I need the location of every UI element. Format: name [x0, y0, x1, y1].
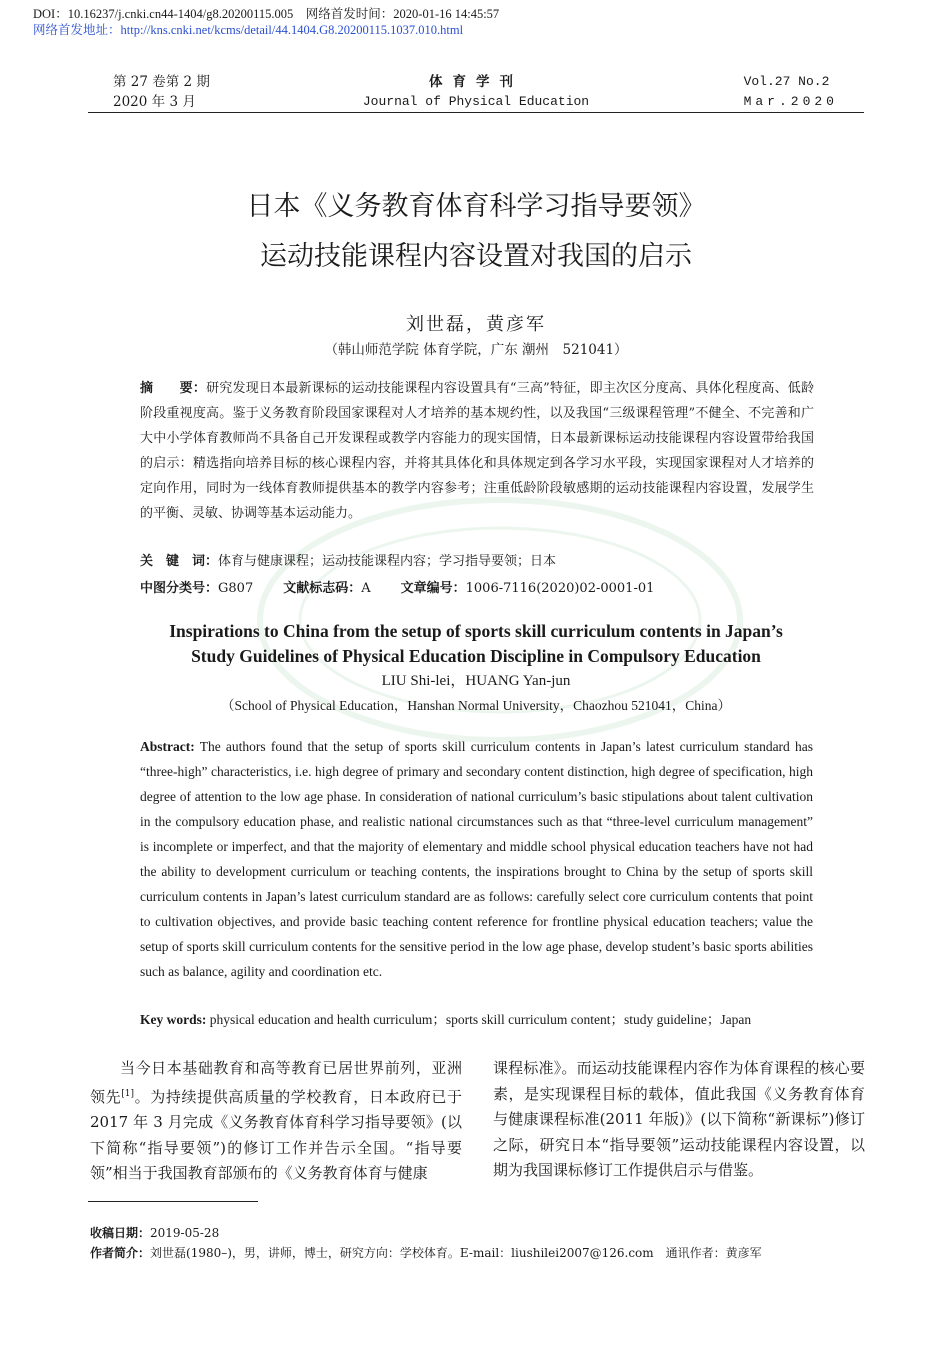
citation-ref[interactable]: [1]: [121, 1088, 134, 1099]
title-line-1: 日本《义务教育体育科学习指导要领》: [246, 191, 706, 222]
abstract-cn-text: 研究发现日本最新课标的运动技能课程内容设置具有“三高”特征，即主次区分度高、具体化程度高、低龄阶段重视度高。鉴于义务教育阶段国家课程对人才培养的基本规约性，以及我国“三级课程管理”不健全、不完善和广大中小学体育教师尚不具备自己开发课程或教学内容能力的现实国情，日本最新课标运动技能课程内容设置带给我国的启示：精选指向培养目标的核心课程内容，并将其具体化和具体规定到各学习水平段，实现国家课程对人才培养的定向作用，同时为一线体育教师提供基本的教学内容参考；注重低龄阶段敏感期的运动技能课程内容设置，发展学生的平衡、灵敏、协调等基本运动能力。: [140, 381, 814, 521]
doc-code-label: 文献标志码：: [283, 581, 362, 596]
authors-en: LIU Shi-lei，HUANG Yan-jun: [381, 673, 571, 689]
classification-line: [140, 577, 654, 596]
affiliation-en: （School of Physical Education，Hanshan Normal University，Chaozhou 521041，China）: [221, 698, 731, 713]
body-column-left: [90, 1056, 462, 1187]
paper-title: [0, 182, 952, 282]
journal-name-cn: 体育学刊: [429, 74, 523, 90]
keywords-en: [140, 1009, 813, 1031]
abstract-en: [140, 734, 813, 984]
footnote-author: [90, 1244, 762, 1261]
doi-line: DOI：10.16237/j.cnki.cn44-1404/g8.20200115.005 网络首发时间：2020-01-16 14:45:57: [33, 7, 500, 21]
abstract-cn: [140, 376, 814, 526]
clc-label: 中图分类号：: [140, 581, 219, 596]
keywords-en-label: Key words:: [140, 1012, 207, 1027]
author-bio-label: 作者简介：: [90, 1246, 151, 1260]
title-en-line-2: Study Guidelines of Physical Education Discipline in Compulsory Education: [191, 646, 761, 666]
author-bio: 刘世磊(1980–)，男，讲师，博士，研究方向：学校体育。E-mail：liushilei2007@126.com 通讯作者：黄彦军: [150, 1246, 762, 1260]
url-link[interactable]: http://kns.cnki.net/kcms/detail/44.1404.G8.20200115.1037.010.html: [120, 23, 464, 37]
body-left-text-a: 当今日本基础教育和高等教育已居世界前列，亚洲领先: [90, 1059, 462, 1106]
paper-title-en: [0, 619, 952, 669]
received-date: 2019-05-28: [150, 1226, 220, 1240]
authors: 刘世磊，黄彦军: [406, 314, 546, 335]
doc-code-value: A: [361, 581, 371, 596]
article-no-label: 文章编号：: [400, 581, 466, 596]
body-column-right: [493, 1056, 865, 1184]
keywords-cn: [140, 551, 814, 573]
received-label: 收稿日期：: [90, 1226, 151, 1240]
header-rule: [88, 112, 864, 113]
header-volume-issue: 第 27 卷第 2 期: [113, 74, 210, 90]
header-date: 2020 年 3 月: [113, 94, 196, 110]
keywords-cn-text: 体育与健康课程；运动技能课程内容；学习指导要领；日本: [218, 554, 557, 569]
affiliation: （韩山师范学院 体育学院，广东 潮州 521041）: [324, 342, 628, 358]
body-left-text-b: 。为持续提供高质量的学校教育，日本政府已于 2017 年 3 月完成《义务教育体育科学习指导要领》(以下简称“指导要领”)的修订工作并告示全国。“指导要领”相当于我国教育部颁布的《义务教育体育与健康: [90, 1087, 462, 1182]
header-vol-en: [744, 72, 838, 112]
body-paragraph: [90, 1056, 462, 1187]
keywords-en-text: physical education and health curriculum；sports skill curriculum content；study guideline；Japan: [209, 1012, 752, 1027]
title-line-2: 运动技能课程内容设置对我国的启示: [260, 241, 692, 272]
keywords-cn-label: 关 键 词：: [140, 554, 219, 569]
url-label: 网络首发地址：: [33, 23, 121, 37]
abstract-cn-label: 摘 要：: [140, 381, 207, 396]
abstract-en-label: Abstract:: [140, 739, 195, 754]
header-month-year: Mar.2020: [743, 94, 838, 109]
clc-value: G807: [218, 581, 254, 596]
footnote-received: [90, 1224, 219, 1241]
article-no-value: 1006-7116(2020)02-0001-01: [465, 581, 655, 596]
title-en-line-1: Inspirations to China from the setup of sports skill curriculum contents in Japan’s: [169, 621, 783, 641]
journal-name-en: Journal of Physical Education: [362, 94, 590, 109]
header-vol-no: Vol.27 No.2: [743, 74, 830, 89]
online-first-url[interactable]: [33, 20, 463, 38]
body-right-text: 课程标准》。而运动技能课程内容作为体育课程的核心要素，是实现课程目标的载体，值此我国《义务教育体育与健康课程标准(2011 年版)》(以下简称“新课标”)修订之际，研究日本“指导要领”运动技能课程内容设置，以期为我国课标修订工作提供启示与借鉴。: [493, 1059, 865, 1179]
footnote-rule: [88, 1201, 258, 1202]
abstract-en-text: The authors found that the setup of sports skill curriculum contents in Japan’s latest curriculum standard has “three-high” characteristics, i.e. high degree of primary and secondary content distinction, high degree of specification, high degree of attention to the low age phase. In consideration of national curriculum’s basic stipulations about talent cultivation in the compulsory education phase, and realistic national circumstances such as that “three-level curriculum management” is incomplete or imperfect, and that the majority of elementary and middle school physical education teachers have not had the ability to development curriculum or teaching contents, the inspirations brought to China by the setup of sports skill curriculum contents in Japan’s latest curriculum standard are as follows: carefully select core curriculum contents that point to cultivation objectives, and provide basic teaching content reference for frontline physical education teachers; value the setup of sports skill curriculum contents for the sensitive period in the low age phase, develop student’s basic sports abilities such as balance, agility and coordination etc.: [140, 739, 813, 979]
